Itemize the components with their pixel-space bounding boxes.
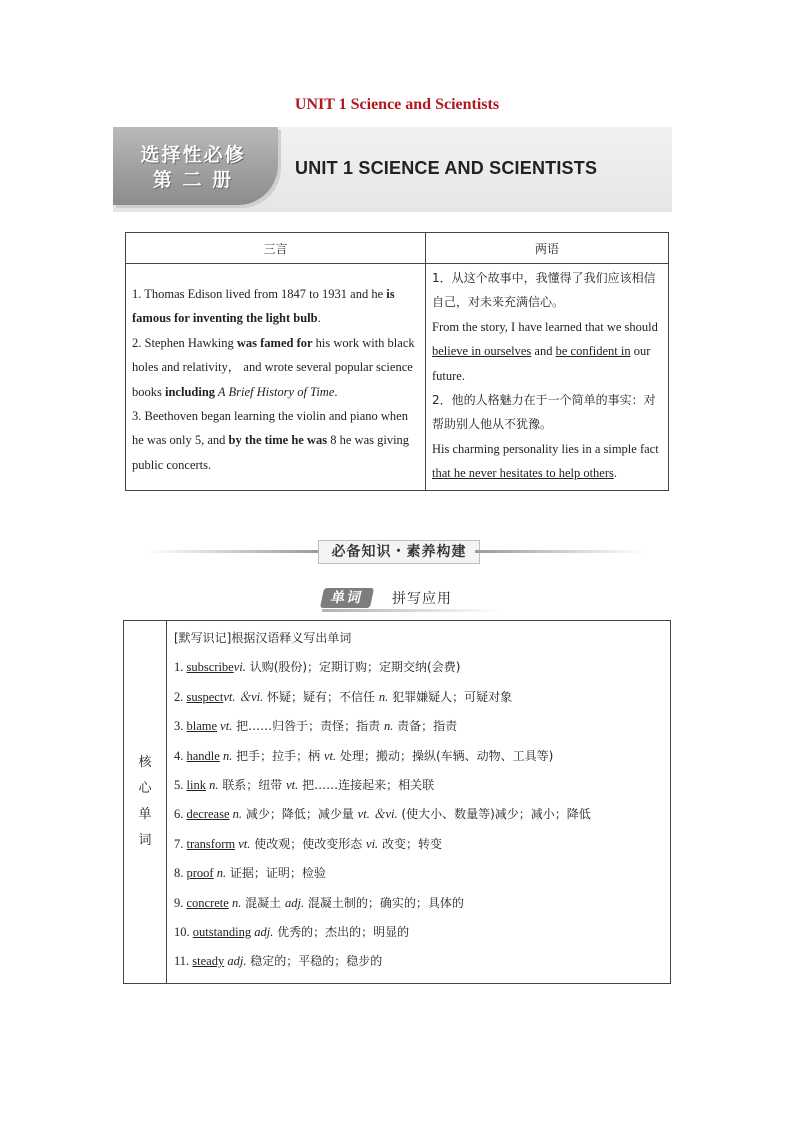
meaning: 把手；拉手；柄 bbox=[232, 748, 324, 763]
part-of-speech: vt. ＆vi. bbox=[223, 689, 264, 704]
part-of-speech: vt. bbox=[286, 778, 299, 793]
sentence-text: his work with black holes and relativity， and wrote several popular science books bbox=[132, 335, 415, 399]
sentence-text: . bbox=[334, 384, 338, 399]
meaning: 犯罪嫌疑人；可疑对象 bbox=[388, 689, 513, 704]
core-vocab-table bbox=[123, 620, 671, 984]
volume-tab-text bbox=[133, 143, 253, 193]
item-number: 11. bbox=[174, 954, 193, 969]
meaning: 怀疑；疑有；不信任 bbox=[263, 689, 379, 704]
section-badge: 单词 bbox=[320, 588, 374, 608]
part-of-speech: n. bbox=[229, 807, 243, 822]
vocab-item bbox=[174, 683, 664, 712]
answer-blank: believe in ourselves bbox=[432, 344, 532, 359]
vocab-item bbox=[174, 653, 664, 682]
item-number: 2. bbox=[174, 689, 187, 704]
meaning: 把……归咎于；责怪；指责 bbox=[232, 719, 384, 734]
meaning: (使大小、数量等)减少；减小；降低 bbox=[397, 807, 591, 822]
meaning: 混凝土制的；确实的；具体的 bbox=[304, 895, 464, 910]
sanyan-liangyu-table bbox=[125, 232, 669, 491]
part-of-speech: vt. bbox=[323, 748, 337, 763]
table-row bbox=[124, 621, 671, 984]
meaning: 优秀的；杰出的；明显的 bbox=[273, 925, 410, 940]
vocab-item bbox=[174, 712, 664, 741]
item-number: 1. bbox=[174, 660, 187, 675]
meaning: 认购(股份)；定期订购；定期交纳(会费) bbox=[245, 660, 461, 675]
vocab-item bbox=[174, 771, 664, 800]
unit-banner bbox=[113, 127, 672, 212]
sentence-text: From the story, I have learned that we should bbox=[432, 319, 658, 334]
vocab-item bbox=[174, 918, 664, 947]
sentence-2 bbox=[132, 331, 419, 404]
vocab-word: decrease bbox=[186, 807, 230, 822]
divider-label: 必备知识・素养构建 bbox=[318, 540, 480, 564]
meaning: 把……连接起来；相关联 bbox=[298, 778, 435, 793]
part-of-speech: adj. bbox=[251, 925, 274, 940]
item-number: 4. bbox=[174, 748, 187, 763]
sentence-text: 8 he was giving public concerts. bbox=[132, 433, 410, 472]
vocab-word: suspect bbox=[186, 689, 224, 704]
item-number: 3. bbox=[174, 719, 187, 734]
side-char: 心 bbox=[138, 780, 152, 796]
part-of-speech: adj. bbox=[284, 895, 305, 910]
vocab-word: link bbox=[186, 778, 206, 793]
part-of-speech: n. bbox=[383, 719, 394, 734]
meaning: 责备；指责 bbox=[393, 719, 458, 734]
key-phrase: including bbox=[165, 384, 216, 399]
vocab-word: transform bbox=[186, 836, 236, 851]
core-words-label bbox=[124, 621, 167, 984]
part-of-speech: n. bbox=[219, 748, 233, 763]
part-of-speech: vi. bbox=[366, 836, 379, 851]
vocab-word: concrete bbox=[186, 895, 229, 910]
part-of-speech: n. bbox=[228, 895, 242, 910]
book-title: A Brief History of Time bbox=[215, 384, 335, 399]
header-liangyu: 两语 bbox=[426, 233, 669, 264]
part-of-speech: vt. ＆vi. bbox=[357, 807, 398, 822]
volume-tab-line1: 选择性必修 bbox=[140, 144, 246, 166]
table-row bbox=[126, 264, 669, 491]
vocab-section-heading bbox=[322, 588, 502, 610]
meaning: 减少；降低；减少量 bbox=[242, 807, 358, 822]
item-number: 7. bbox=[174, 836, 187, 851]
item-number: 10. bbox=[174, 925, 193, 940]
vocab-item bbox=[174, 742, 664, 771]
section-divider bbox=[145, 540, 645, 566]
sentence-text: our future. bbox=[432, 344, 651, 383]
vocab-word: steady bbox=[192, 954, 225, 969]
banner-unit-title: UNIT 1 SCIENCE AND SCIENTISTS bbox=[295, 158, 598, 178]
volume-tab bbox=[113, 127, 278, 205]
part-of-speech: vt. bbox=[217, 719, 233, 734]
section-underline bbox=[322, 609, 502, 612]
sentence-text: and bbox=[531, 344, 556, 359]
translation-1-en bbox=[432, 315, 663, 388]
side-char: 词 bbox=[138, 832, 152, 848]
meaning: 联系；纽带 bbox=[218, 778, 287, 793]
vocab-word: handle bbox=[186, 748, 220, 763]
sentence-1 bbox=[132, 282, 419, 331]
sentence-text: His charming personality lies in a simple fact bbox=[432, 441, 659, 456]
item-number: 5. bbox=[174, 778, 187, 793]
key-phrase: is famous for inventing the light bulb bbox=[132, 287, 395, 326]
meaning: 证据；证明；检验 bbox=[226, 866, 326, 881]
item-number: 9. bbox=[174, 895, 187, 910]
sentence-text: . bbox=[317, 311, 321, 326]
header-sanyan: 三言 bbox=[126, 233, 426, 264]
sentence-text: 3. Beethoven began learning the violin and piano when he was only 5, and bbox=[132, 409, 408, 448]
translation-2-en bbox=[432, 437, 663, 486]
vocab-word: blame bbox=[186, 719, 218, 734]
sentence-text: 1. Thomas Edison lived from 1847 to 1931 and he bbox=[132, 287, 387, 301]
item-number: 6. bbox=[174, 807, 187, 822]
part-of-speech: vi. bbox=[233, 660, 246, 675]
liangyu-cell bbox=[426, 264, 669, 491]
side-char: 核 bbox=[138, 754, 152, 770]
meaning: 使改观；使改变形态 bbox=[250, 836, 367, 851]
meaning: 混凝土 bbox=[241, 895, 285, 910]
vocab-item bbox=[174, 889, 664, 918]
part-of-speech: vt. bbox=[235, 836, 251, 851]
part-of-speech: n. bbox=[205, 778, 219, 793]
part-of-speech: adj. bbox=[224, 954, 247, 969]
vocab-item bbox=[174, 947, 664, 976]
part-of-speech: n. bbox=[378, 689, 389, 704]
page-title: UNIT 1 Science and Scientists bbox=[294, 96, 500, 113]
meaning: 改变；转变 bbox=[378, 836, 443, 851]
vocab-item bbox=[174, 859, 664, 888]
sentence-text: 2. Stephen Hawking bbox=[132, 335, 237, 350]
answer-blank: be confident in bbox=[555, 344, 631, 359]
part-of-speech: n. bbox=[213, 866, 227, 881]
meaning: 处理；搬动；操纵(车辆、动物、工具等) bbox=[336, 748, 554, 763]
divider-line-left bbox=[145, 550, 320, 553]
table-header-row bbox=[126, 233, 669, 264]
section-title: 拼写应用 bbox=[392, 591, 452, 607]
meaning: 稳定的；平稳的；稳步的 bbox=[246, 954, 383, 969]
divider-line-right bbox=[475, 550, 645, 553]
side-char: 单 bbox=[138, 806, 152, 822]
sentence-text: . bbox=[613, 466, 618, 481]
translation-1-zh: 1．从这个故事中，我懂得了我们应该相信自己，对未来充满信心。 bbox=[432, 271, 656, 310]
vocab-item bbox=[174, 830, 664, 859]
vocab-list bbox=[167, 621, 671, 984]
answer-blank: that he never hesitates to help others bbox=[432, 466, 614, 481]
volume-tab-line2: 第 二 册 bbox=[152, 169, 234, 191]
sentence-3 bbox=[132, 404, 419, 477]
item-number: 8. bbox=[174, 866, 187, 881]
key-phrase: by the time he was bbox=[228, 433, 328, 448]
sanyan-cell bbox=[126, 264, 426, 491]
vocab-item bbox=[174, 800, 664, 829]
vocab-word: subscribe bbox=[186, 660, 234, 675]
vocab-instruction: [默写识记]根据汉语释义写出单词 bbox=[174, 631, 352, 645]
vocab-word: proof bbox=[186, 866, 214, 881]
vocab-word: outstanding bbox=[192, 925, 252, 940]
key-phrase: was famed for bbox=[236, 335, 313, 350]
translation-2-zh: 2．他的人格魅力在于一个简单的事实：对帮助别人他从不犹豫。 bbox=[432, 393, 656, 432]
